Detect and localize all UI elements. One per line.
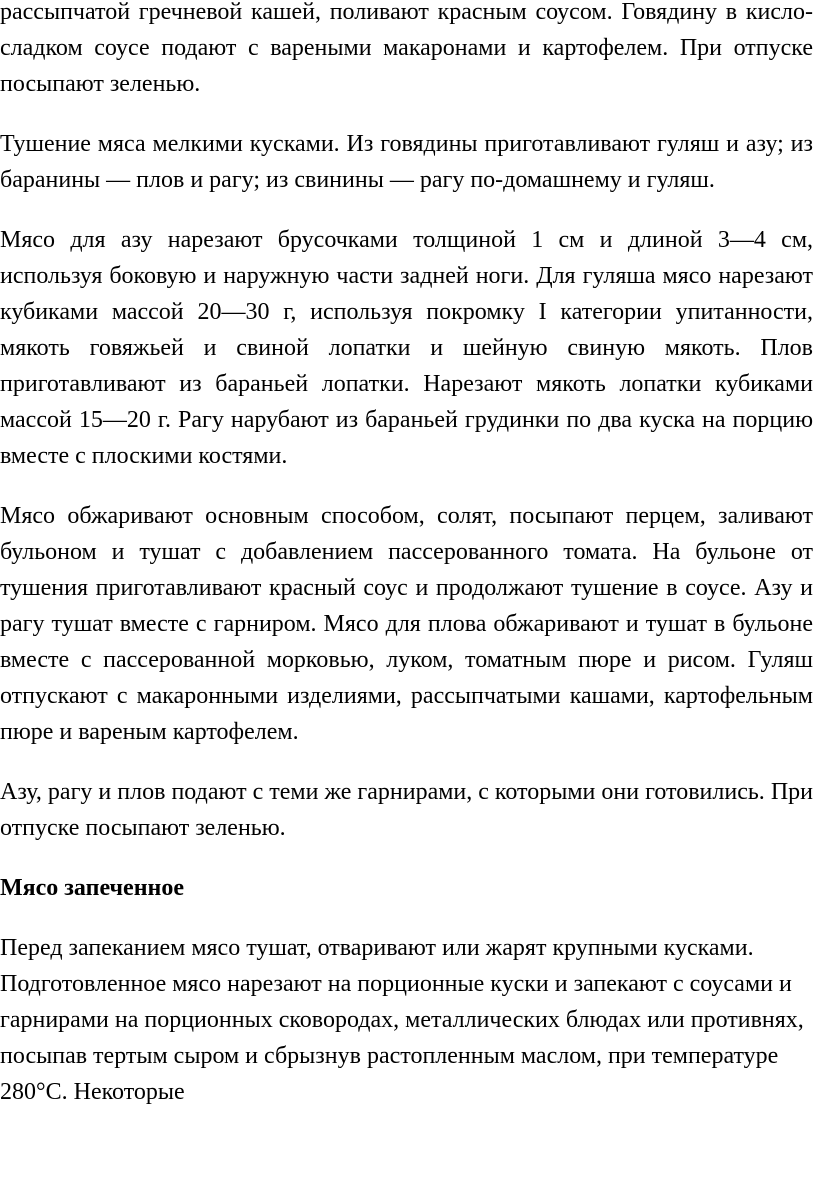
section-heading: Мясо запеченное — [0, 875, 184, 901]
paragraph: Мясо для азу нарезают брусочками толщиной 1 см и длиной 3—4 см, используя боковую и наружную части задней ноги. Для гуляша мясо нарезают кубиками массой 20—30 г, используя покромку I категории упитанности, мякоть говяжьей и свиной лопатки и шейную свиную мякоть. Плов приготавливают из бараньей лопатки. Нарезают мякоть лопатки кубиками массой 15—20 г. Рагу нарубают из бараньей грудинки по два куска на порцию вместе с плоскими костями. — [0, 227, 813, 469]
paragraph: Тушение мяса мелкими кусками. Из говядины приготавливают гуляш и азу; из баранины — плов и рагу; из свинины — рагу по-домашнему и гуляш. — [0, 131, 813, 193]
paragraph: Перед запеканием мясо тушат, отваривают или жарят крупными кусками. Подготовленное мясо нарезают на порционные куски и запекают с соусами и гарнирами на порционных сковородах, металлических блюдах или противнях, посыпав тертым сыром и сбрызнув растопленным маслом, при температуре 280°С. Некоторые — [0, 935, 804, 1105]
paragraph: рассыпчатой гречневой кашей, поливают красным соусом. Говядину в кисло-сладком соусе подают с вареными макаронами и картофелем. При отпуске посыпают зеленью. — [0, 0, 813, 97]
paragraph: Мясо обжаривают основным способом, солят, посыпают перцем, заливают бульоном и тушат с добавлением пассерованного томата. На бульоне от тушения приготавливают красный соус и продолжают тушение в соусе. Азу и рагу тушат вместе с гарниром. Мясо для плова обжаривают и тушат в бульоне вместе с пассерованной морковью, луком, томатным пюре и рисом. Гуляш отпускают с макаронными изделиями, рассыпчатыми кашами, картофельным пюре и вареным картофелем. — [0, 503, 813, 745]
paragraph: Азу, рагу и плов подают с теми же гарнирами, с которыми они готовились. При отпуске посыпают зеленью. — [0, 779, 813, 841]
